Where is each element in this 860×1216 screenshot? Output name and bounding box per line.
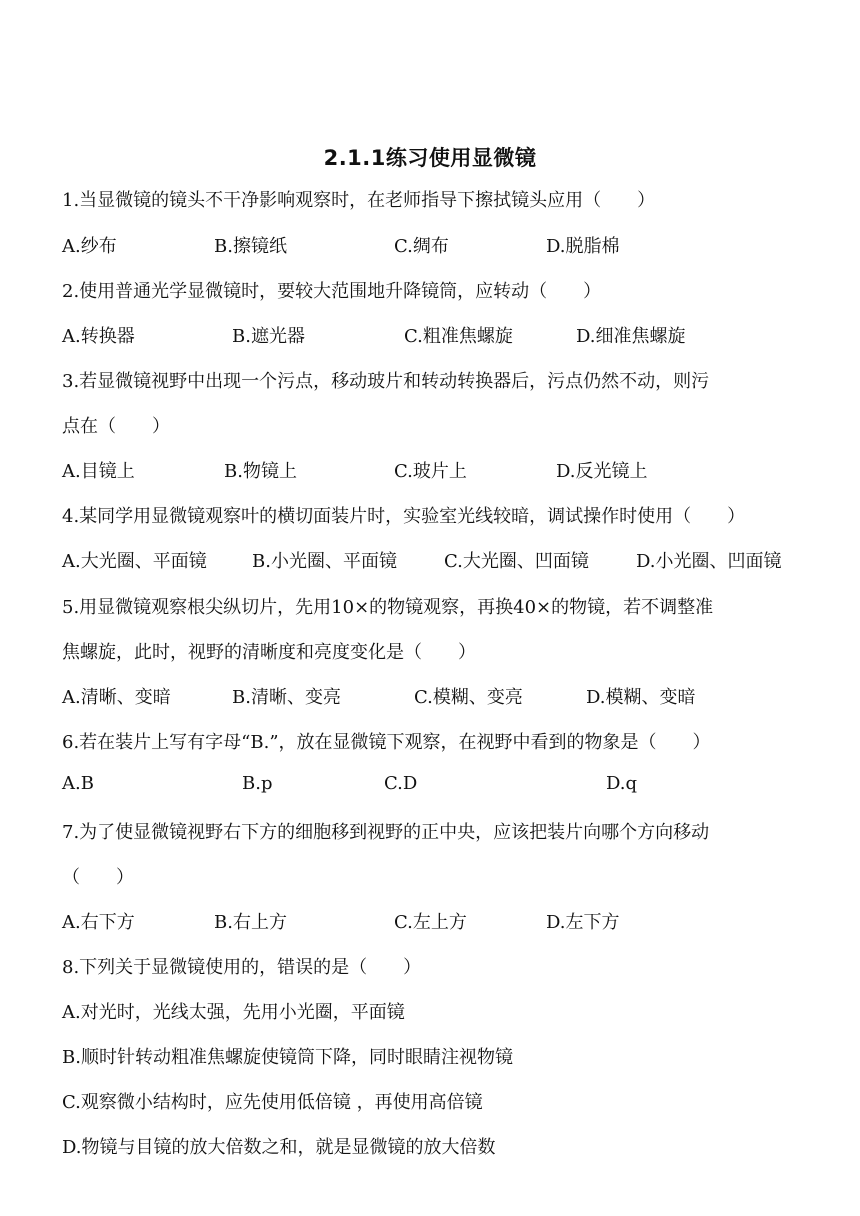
question-5-options <box>62 683 802 709</box>
option-a: A.目镜上 <box>62 461 135 482</box>
option-a: A.纱布 <box>62 236 117 257</box>
option-b: B.小光圈、平面镜 <box>252 551 397 572</box>
option-c: C.D <box>384 773 418 794</box>
option-b: B.右上方 <box>214 912 287 933</box>
option-c: C.粗准焦螺旋 <box>404 326 513 347</box>
option-a: A.B <box>62 773 94 794</box>
option-d: D.q <box>606 773 638 794</box>
page-title: 2.1.1练习使用显微镜 <box>323 146 537 170</box>
question-8-option-c: C.观察微小结构时，应先使用低倍镜 ，再使用高倍镜 <box>62 1092 483 1113</box>
question-8-option-b: B.顺时针转动粗准焦螺旋使镜筒下降，同时眼睛注视物镜 <box>62 1047 513 1068</box>
question-8-option-a: A.对光时，光线太强，先用小光圈，平面镜 <box>62 1002 405 1023</box>
question-8-option-d: D.物镜与目镜的放大倍数之和，就是显微镜的放大倍数 <box>62 1137 496 1158</box>
question-2-stem: 2.使用普通光学显微镜时，要较大范围地升降镜筒，应转动（ ） <box>62 281 602 302</box>
option-a: A.清晰、变暗 <box>62 687 171 708</box>
option-d: D.模糊、变暗 <box>586 687 696 708</box>
question-7-stem-line-2: （ ） <box>62 867 134 888</box>
option-c: C.大光圈、凹面镜 <box>444 551 589 572</box>
option-c: C.玻片上 <box>394 461 467 482</box>
question-1-options <box>62 232 802 258</box>
option-d: D.脱脂棉 <box>546 236 620 257</box>
option-b: B.擦镜纸 <box>214 236 287 257</box>
question-4-stem: 4.某同学用显微镜观察叶的横切面装片时，实验室光线较暗，调试操作时使用（ ） <box>62 506 746 527</box>
question-1-stem: 1.当显微镜的镜头不干净影响观察时，在老师指导下擦拭镜头应用（ ） <box>62 190 656 211</box>
question-3-options <box>62 457 802 483</box>
question-8-stem: 8.下列关于显微镜使用的，错误的是（ ） <box>62 957 422 978</box>
option-d: D.反光镜上 <box>556 461 648 482</box>
option-a: A.转换器 <box>62 326 135 347</box>
question-6-stem: 6.若在装片上写有字母“B.”，放在显微镜下观察，在视野中看到的物象是（ ） <box>62 732 711 753</box>
option-a: A.右下方 <box>62 912 135 933</box>
question-7-options <box>62 908 802 934</box>
question-5-stem-line-2: 焦螺旋，此时，视野的清晰度和亮度变化是（ ） <box>62 642 476 663</box>
option-c: C.模糊、变亮 <box>414 687 523 708</box>
option-b: B.p <box>242 773 273 794</box>
question-3-stem-line-2: 点在（ ） <box>62 416 170 437</box>
question-5-stem-line-1: 5.用显微镜观察根尖纵切片，先用10×的物镜观察，再换40×的物镜，若不调整准 <box>62 597 714 618</box>
option-c: C.绸布 <box>394 236 449 257</box>
question-6-options <box>62 773 802 799</box>
option-d: D.小光圈、凹面镜 <box>636 551 782 572</box>
option-a: A.大光圈、平面镜 <box>62 551 207 572</box>
option-d: D.左下方 <box>546 912 620 933</box>
question-7-stem-line-1: 7.为了使显微镜视野右下方的细胞移到视野的正中央，应该把装片向哪个方向移动 <box>62 822 710 843</box>
option-b: B.清晰、变亮 <box>232 687 341 708</box>
question-2-options <box>62 322 802 348</box>
option-b: B.遮光器 <box>232 326 305 347</box>
question-4-options <box>62 547 802 573</box>
question-3-stem-line-1: 3.若显微镜视野中出现一个污点，移动玻片和转动转换器后，污点仍然不动，则污 <box>62 371 710 392</box>
option-b: B.物镜上 <box>224 461 297 482</box>
option-d: D.细准焦螺旋 <box>576 326 686 347</box>
option-c: C.左上方 <box>394 912 467 933</box>
